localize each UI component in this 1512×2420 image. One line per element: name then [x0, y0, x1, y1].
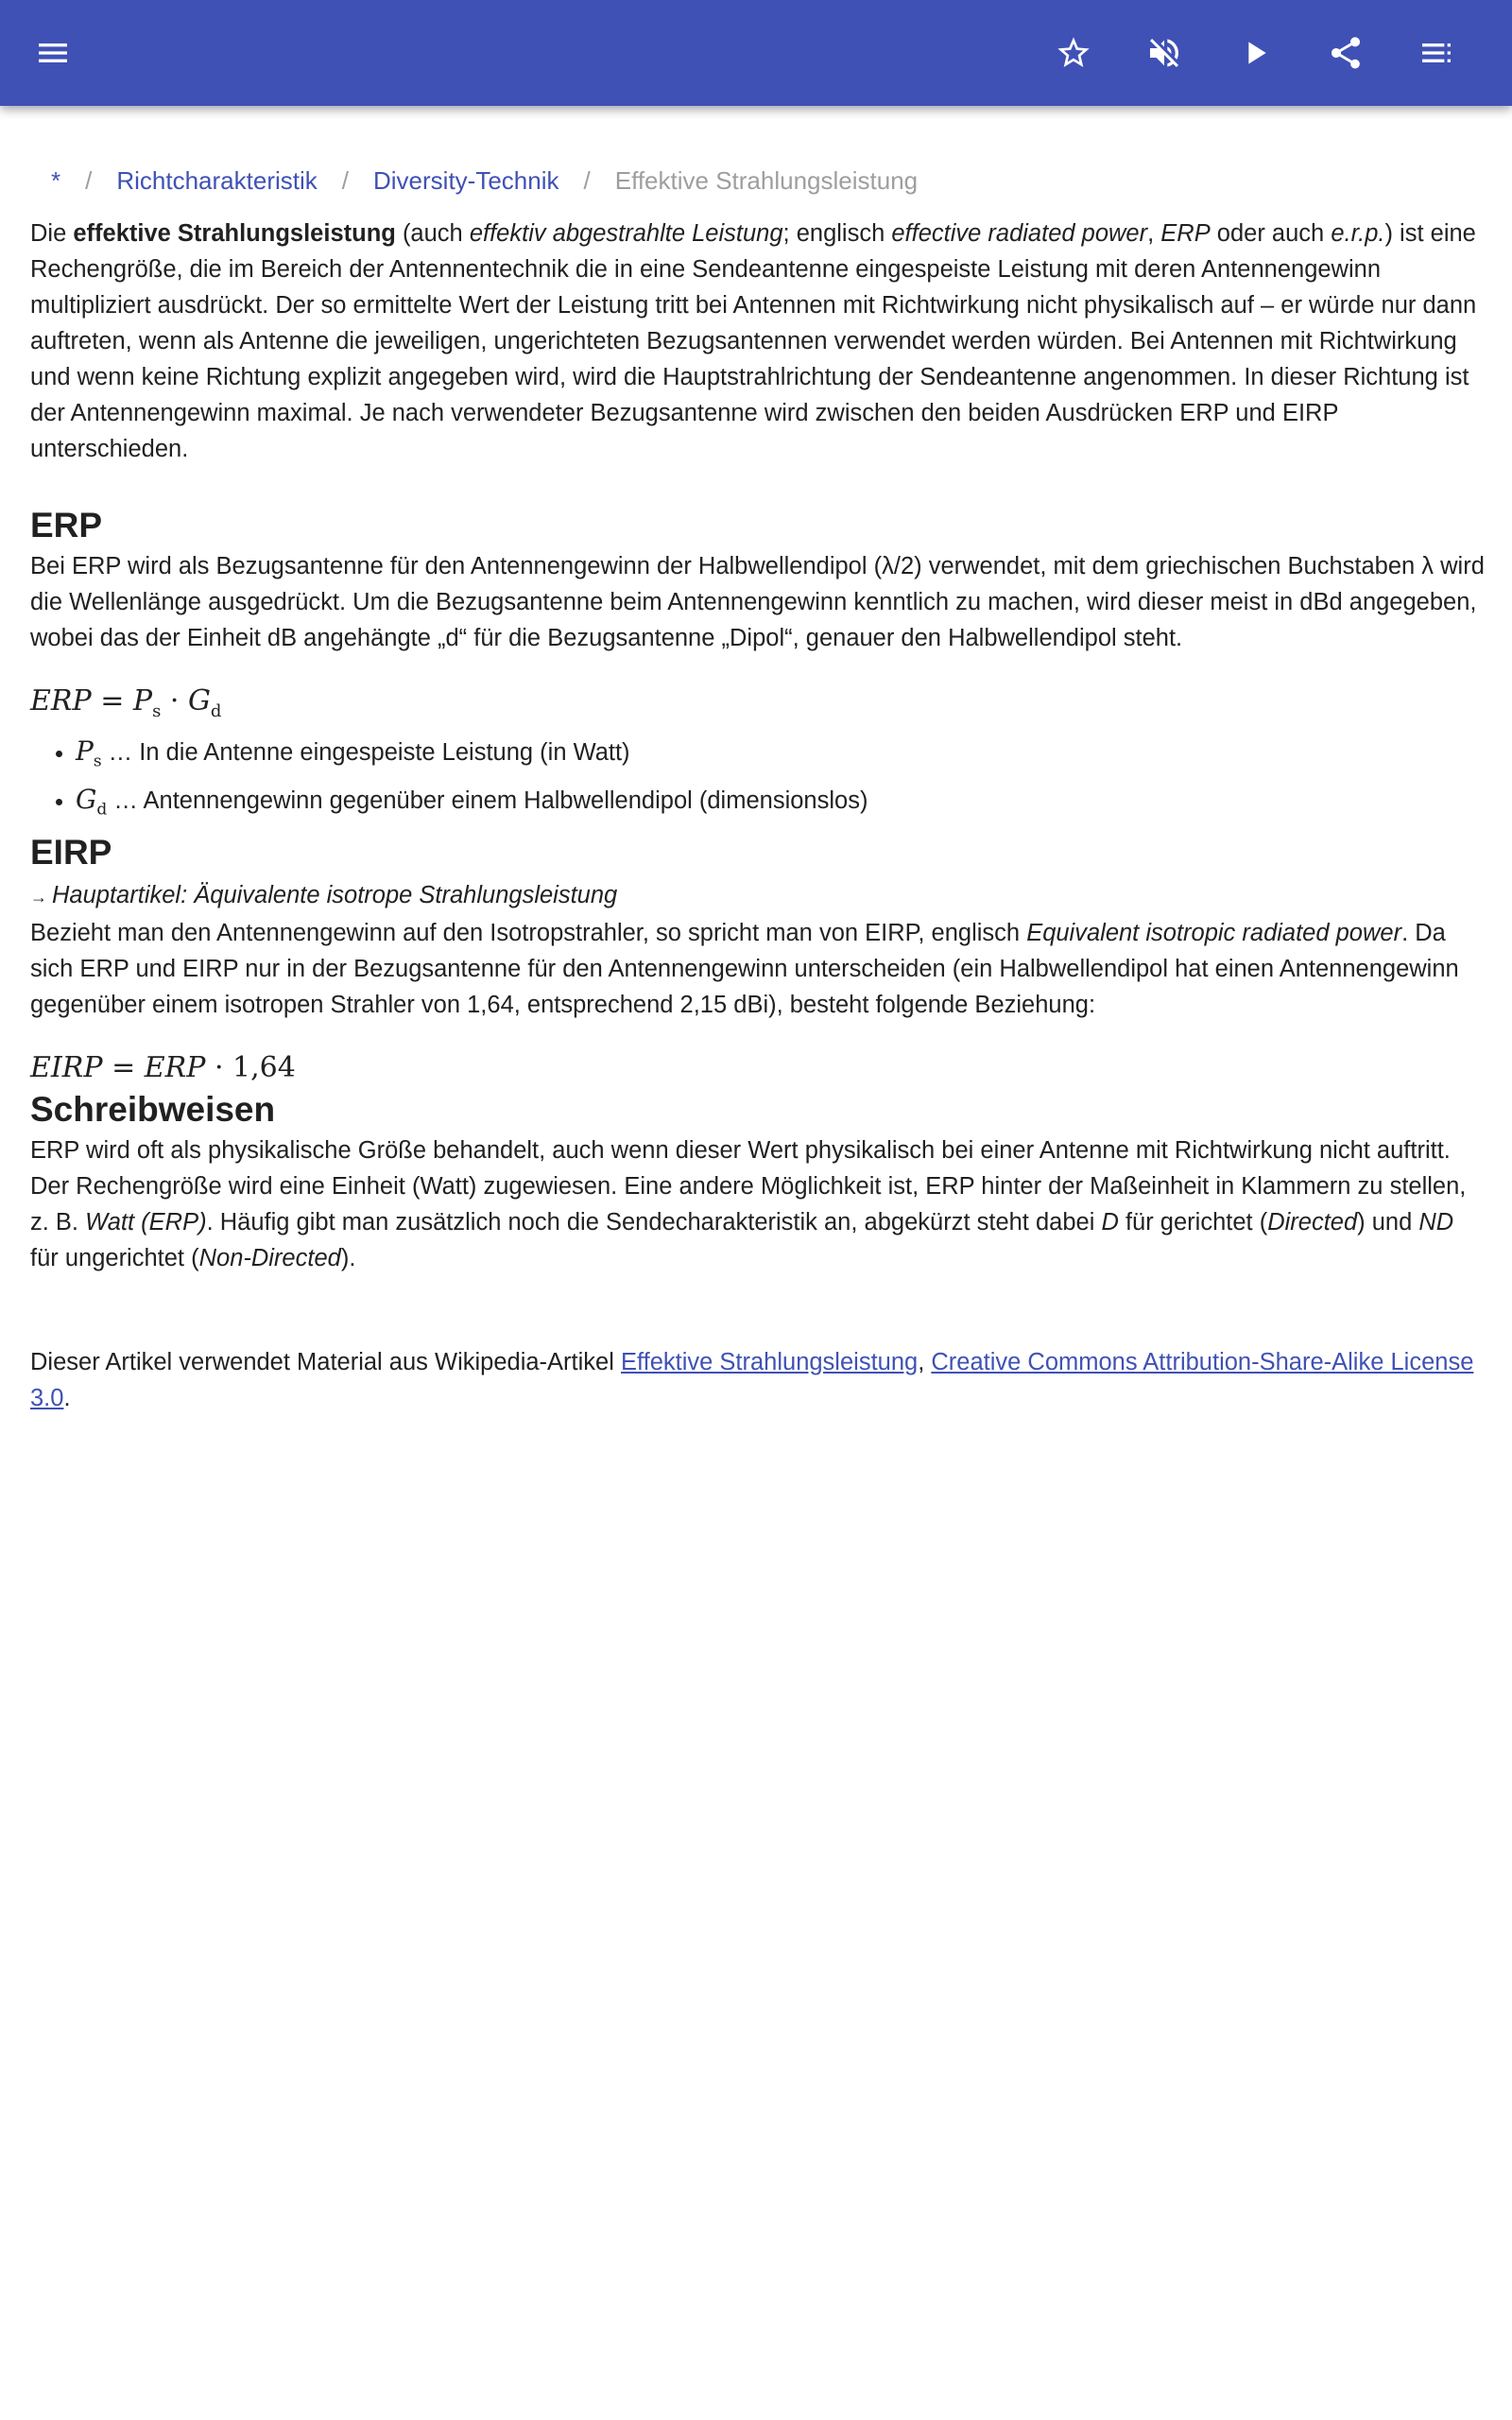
breadcrumb-diversity-technik[interactable]: Diversity-Technik: [373, 166, 559, 195]
app-bar: [0, 0, 1512, 106]
playlist-icon[interactable]: [1414, 30, 1459, 76]
heading-schreibweisen: Schreibweisen: [30, 1090, 276, 1130]
license-link[interactable]: Creative Commons Attribution-Share-Alike License 3.0: [30, 1349, 1474, 1412]
article: [30, 163, 1486, 1416]
play-icon[interactable]: [1232, 30, 1278, 76]
share-icon[interactable]: [1323, 30, 1368, 76]
menu-icon[interactable]: [30, 30, 76, 76]
erp-formula: ERP = $P_s \cdot G_d$: [30, 684, 222, 721]
schreibweisen-paragraph: ERP wird oft als physikalische Größe behandelt, auch wenn dieser Wert physikalisch bei einer Antenne mit Richtwirkung nicht auftritt. Der Rechengröße wird eine Einheit (Watt) zugewiesen. Eine andere Möglichkeit ist, ERP hinter der Maßeinheit in Klammern zu stellen, z. B. Watt (ERP). Häufig gibt man zusätzlich noch die Sendecharakteristik an, abgekürzt steht dabei D für gerichtet (Directed) und ND für ungerichtet (Non-Directed).: [30, 1137, 1467, 1272]
list-item: • $P_s$ … In die Antenne eingespeiste Leistung (in Watt): [76, 733, 1486, 781]
arrow-icon: →: [30, 888, 53, 908]
erp-paragraph: Bei ERP wird als Bezugsantenne für den Antennengewinn der Halbwellendipol (λ/2) verwendet, mit dem griechischen Buchstaben λ wird die Wellenlänge ausgedrückt. Um die Bezugsantenne beim Antennengewinn kenntlich zu machen, wird dieser meist in dBd angegeben, wobei das der Einheit dB angehängte „d“ für die Bezugsantenne „Dipol“, genauer den Halbwellendipol steht.: [30, 553, 1485, 651]
breadcrumb-separator: /: [341, 166, 349, 195]
erp-variable-list: [30, 733, 1486, 828]
breadcrumb-home[interactable]: *: [51, 166, 61, 195]
volume-off-icon[interactable]: [1142, 30, 1187, 76]
breadcrumb-richtcharakteristik[interactable]: Richtcharakteristik: [116, 166, 318, 195]
intro-paragraph: Die effektive Strahlungsleistung (auch effektiv abgestrahlte Leistung; englisch effective radiated power, ERP oder auch e.r.p.) ist eine Rechengröße, die im Bereich der Antennentechnik die in eine Sendeantenne eingespeiste Leistung mit deren Antennengewinn multipliziert ausdrückt. Der so ermittelte Wert der Leistung tritt bei Antennen mit Richtwirkung nicht physikalisch auf – er würde nur dann auftreten, wenn als Antenne die jeweiligen, ungerichteten Bezugsantennen verwendet werden würden. Bei Antennen mit Richtwirkung und wenn keine Richtung explizit angegeben wird, wird die Hauptstrahlrichtung der Sendeantenne angenommen. In dieser Richtung ist der Antennengewinn maximal. Je nach verwendeter Bezugsantenne wird zwischen den beiden Ausdrücken ERP und EIRP unterschieden.: [30, 220, 1477, 462]
star-icon[interactable]: [1051, 30, 1096, 76]
source-article-link[interactable]: Effektive Strahlungsleistung: [620, 1349, 919, 1376]
eirp-formula: EIRP = ERP · 1,64: [30, 1051, 296, 1085]
heading-eirp: EIRP: [30, 833, 112, 873]
eirp-paragraph: Bezieht man den Antennengewinn auf den Isotropstrahler, so spricht man von EIRP, englisch Equivalent isotropic radiated power. Da sich ERP und EIRP nur in der Bezugsantenne für den Antennengewinn unterscheiden (ein Halbwellendipol hat einen Antennengewinn gegenüber einem isotropen Strahler von 1,64, entsprechend 2,15 dBi), besteht folgende Beziehung:: [30, 920, 1459, 1019]
list-item: • $G_d$ … Antennengewinn gegenüber einem Halbwellendipol (dimensionslos): [76, 781, 1486, 829]
breadcrumb-separator: /: [85, 166, 93, 195]
breadcrumb-current: Effektive Strahlungsleistung: [614, 166, 919, 195]
attribution-footer: Dieser Artikel verwendet Material aus Wikipedia-Artikel Effektive Strahlungsleistung, Creative Commons Attribution-Share-Alike License 3.0.: [30, 1349, 1474, 1412]
breadcrumb-separator: /: [583, 166, 591, 195]
breadcrumb: [51, 163, 1486, 199]
heading-erp: ERP: [30, 506, 103, 544]
main-article-note: → Hauptartikel: Äquivalente isotrope Strahlungsleistung: [30, 882, 618, 909]
